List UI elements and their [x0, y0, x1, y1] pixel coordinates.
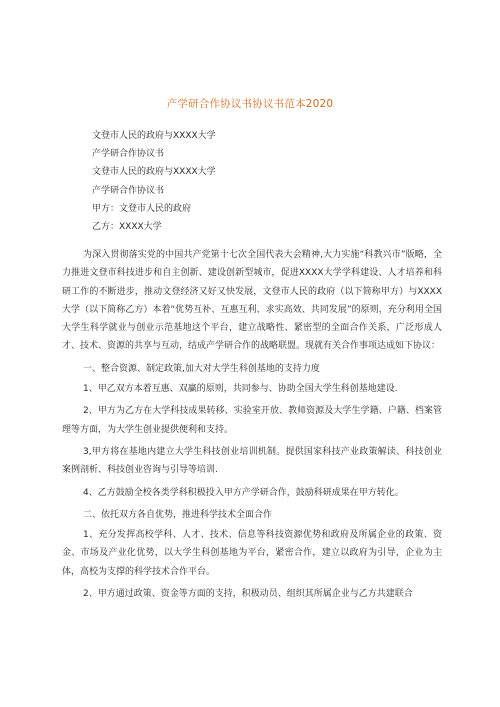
document-body: [62, 246, 442, 607]
section-heading: 一、整合资源、制定政策,加大对大学生科创基地的支持力度: [83, 363, 320, 374]
clause-paragraph: 2、甲方通过政策、资金等方面的支持，积极动员、组织其所属企业与乙方共建联合: [83, 589, 413, 600]
party-b-line: 乙方：XXXX大学: [92, 221, 162, 232]
clause-paragraph: 4、乙方鼓励全校各类学科积极投入甲方产学研合作，鼓励科研成果在甲方转化。: [83, 487, 404, 498]
header-block: [92, 127, 422, 236]
clause-paragraph: 1、充分发挥高校学科、人才、技术、信息等科技资源优势和政府及所属企业的政策、资金、市场及产业化优势，以大学生科创基地为平台，紧密合作，建立以政府为引导，企业为主体，高校为支撑的科学技术合作平台。: [62, 530, 442, 577]
header-line: 文登市人民的政府与XXXX大学: [92, 131, 216, 141]
party-a-line: 甲方：文登市人民的政府: [92, 203, 192, 214]
clause-paragraph: 3,甲方将在基地内建立大学生科技创业培训机制。提供国家科技产业政策解读、科技创业案例剖析、科技创业咨询与引导等培训.: [62, 446, 442, 476]
header-line: 文登市人民的政府与XXXX大学: [92, 167, 216, 178]
header-line: 产学研合作协议书: [92, 185, 165, 196]
clause-paragraph: 2、甲方为乙方在大学科技成果转移、实验室开放、教师资源及大学生学籍、户籍、档案管理等方面，为大学生创业提供便利和支持。: [62, 406, 442, 435]
clause-paragraph: 1、甲乙双方本着互惠、双赢的原则，共同参与、协助全国大学生科创基地建设.: [83, 384, 398, 395]
intro-paragraph: 为深入贯彻落实党的中国共产党第十七次全国代表大会精神,大力实施“科教兴市”版略，全力推进文登市科技进步和自主创新、建设创新型城市，促进XXXX大学学科建设、人才培养和科研工作的不断进步，推动文登经济又好又快发展，文登市人民的政府（以下简称甲方）与XXXX大学（以下简称乙方）本着“优势互补、互惠互利、求实高效、共同发展”的原则，充分利用全国大学生科学就业与创业示范基地这个平台，建立战略性、紧密型的全面合作关系，广泛形成人才、技术、资源的共享与互动，结成产学研合作的战略联盟。现就有关合作事项达成如下协议：: [62, 250, 442, 352]
document-title: 产学研合作协议书协议书范本2020: [166, 98, 334, 110]
header-line: 产学研合作协议书: [92, 149, 165, 160]
section-heading: 二、依托双方各自优势，推进科学技术全面合作: [83, 509, 273, 520]
